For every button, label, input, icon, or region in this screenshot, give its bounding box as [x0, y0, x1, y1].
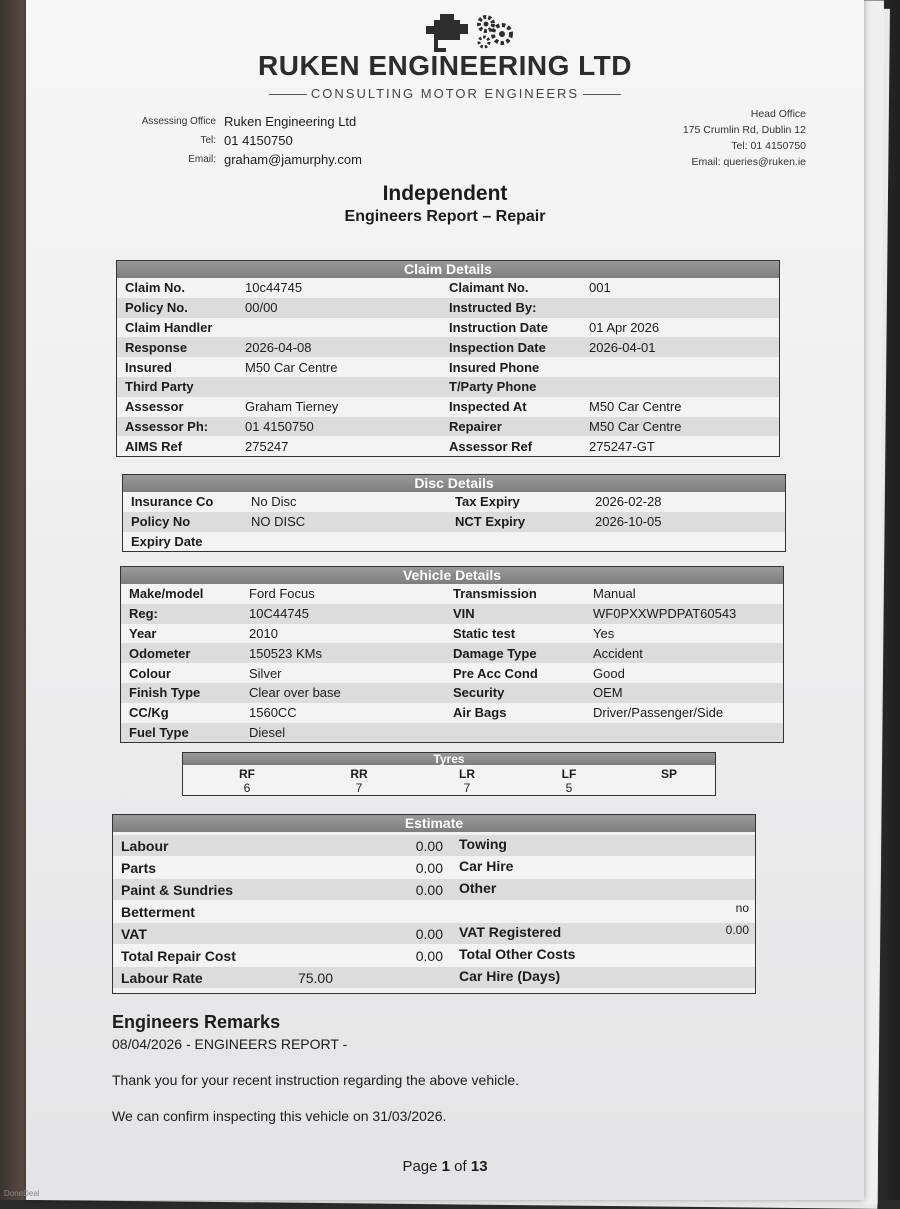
- estimate-row: [113, 967, 755, 988]
- vehicle-value: 150523 KMs: [249, 645, 322, 661]
- vehicle-row: [121, 683, 783, 703]
- claim-details-heading: Claim Details: [117, 261, 779, 278]
- claim-row: [117, 278, 779, 298]
- claim-value: Graham Tierney: [245, 399, 339, 415]
- estimate-row: [113, 923, 755, 944]
- claim-label: Claimant No.: [449, 280, 529, 296]
- vehicle-label: Reg:: [129, 606, 158, 622]
- claim-value: 2026-04-08: [245, 339, 312, 355]
- vehicle-label: Damage Type: [453, 645, 537, 661]
- claim-label: Assessor Ph:: [125, 418, 209, 434]
- claim-value: M50 Car Centre: [245, 359, 338, 375]
- claim-row: [117, 397, 779, 417]
- vehicle-row: [121, 643, 783, 663]
- estimate-label: Towing: [459, 836, 507, 852]
- vehicle-details-box: [120, 566, 784, 743]
- estimate-heading: Estimate: [113, 815, 755, 832]
- vehicle-row: [121, 604, 783, 624]
- claim-label: Instruction Date: [449, 319, 548, 335]
- estimate-row: [113, 901, 755, 922]
- claim-label: Inspection Date: [449, 339, 546, 355]
- estimate-value: 0.00: [415, 948, 443, 964]
- disc-row: [123, 492, 785, 512]
- vehicle-value: 2010: [249, 625, 278, 641]
- disc-value: 2026-10-05: [595, 514, 662, 530]
- estimate-value: 0.00: [415, 882, 443, 898]
- vehicle-label: Transmission: [453, 586, 537, 602]
- claim-label: Inspected At: [449, 399, 527, 415]
- claim-label: Insured Phone: [449, 359, 540, 375]
- claim-label: AIMS Ref: [125, 438, 183, 454]
- claim-label: Instructed By:: [449, 300, 537, 316]
- estimate-row: [113, 945, 755, 966]
- estimate-row: [113, 857, 755, 878]
- disc-label: Policy No: [131, 514, 191, 530]
- vehicle-row: [121, 703, 783, 723]
- vehicle-label: CC/Kg: [129, 705, 169, 721]
- disc-details-box: [122, 474, 786, 552]
- disc-value: No Disc: [251, 494, 297, 510]
- vehicle-label: Make/model: [129, 586, 204, 602]
- estimate-box: [112, 814, 756, 994]
- tyres-heading: Tyres: [183, 753, 715, 765]
- vehicle-label: Fuel Type: [129, 724, 189, 740]
- claim-value: 2026-04-01: [589, 339, 656, 355]
- vehicle-row: [121, 723, 783, 743]
- estimate-label: Total Repair Cost: [121, 948, 236, 964]
- estimate-label: VAT Registered: [459, 924, 562, 940]
- claim-label: Claim No.: [125, 280, 185, 296]
- claim-label: Assessor Ref: [449, 438, 533, 454]
- remarks-line: We can confirm inspecting this vehicle on 31/03/2026.: [112, 1108, 447, 1124]
- vehicle-value: 10C44745: [249, 606, 309, 622]
- company-tagline: CONSULTING MOTOR ENGINEERS: [26, 86, 864, 101]
- vehicle-label: Air Bags: [453, 705, 507, 721]
- claim-label: Assessor: [125, 399, 184, 415]
- report-page: [26, 0, 864, 1200]
- vehicle-value: 1560CC: [249, 705, 297, 721]
- vehicle-value: Clear over base: [249, 685, 341, 701]
- estimate-row: [113, 879, 755, 900]
- claim-row: [117, 298, 779, 318]
- estimate-label: Paint & Sundries: [121, 882, 234, 898]
- claim-label: Response: [125, 339, 188, 355]
- vehicle-label: Finish Type: [129, 685, 201, 701]
- claim-row: [117, 436, 779, 456]
- disc-row: [123, 532, 785, 552]
- vehicle-label: Pre Acc Cond: [453, 665, 538, 681]
- vehicle-value: Diesel: [249, 724, 286, 740]
- claim-label: Claim Handler: [125, 319, 213, 335]
- claim-value: M50 Car Centre: [589, 399, 682, 415]
- claim-value: 01 4150750: [245, 418, 314, 434]
- estimate-label: Labour: [121, 838, 169, 854]
- vehicle-label: Security: [453, 685, 505, 701]
- tyres-box: [182, 752, 716, 796]
- disc-label: Tax Expiry: [455, 494, 520, 510]
- vehicle-value: WF0PXXWPDPAT60543: [593, 606, 737, 622]
- estimate-label: VAT: [121, 926, 147, 942]
- vehicle-value: Accident: [593, 645, 643, 661]
- claim-label: Insured: [125, 359, 172, 375]
- estimate-value: no: [735, 901, 749, 915]
- disc-label: Expiry Date: [131, 533, 203, 549]
- watermark-text: DoneDeal: [4, 1189, 40, 1198]
- tyre-sp: SP: [660, 767, 677, 781]
- claim-row: [117, 377, 779, 397]
- claim-label: Repairer: [449, 418, 502, 434]
- estimate-value: 75.00: [297, 970, 333, 986]
- company-name: RUKEN ENGINEERING LTD: [258, 50, 632, 81]
- claim-row: [117, 417, 779, 437]
- estimate-value: 0.00: [415, 838, 443, 854]
- estimate-label: Labour Rate: [121, 970, 203, 986]
- vehicle-row: [121, 624, 783, 644]
- claim-value: 00/00: [245, 300, 278, 316]
- claim-row: [117, 318, 779, 338]
- claim-value: M50 Car Centre: [589, 418, 682, 434]
- vehicle-details-heading: Vehicle Details: [121, 567, 783, 584]
- disc-label: NCT Expiry: [455, 514, 526, 530]
- vehicle-value: Manual: [593, 586, 636, 602]
- claim-row: [117, 357, 779, 377]
- estimate-row: [113, 835, 755, 856]
- disc-row: [123, 512, 785, 532]
- vehicle-value: Silver: [249, 665, 282, 681]
- estimate-label: Betterment: [121, 904, 195, 920]
- vehicle-label: VIN: [453, 606, 475, 622]
- disc-value: NO DISC: [251, 514, 306, 530]
- remarks-line: 08/04/2026 - ENGINEERS REPORT -: [112, 1036, 348, 1052]
- vehicle-label: Odometer: [129, 645, 191, 661]
- vehicle-label: Colour: [129, 665, 171, 681]
- vehicle-label: Year: [129, 625, 157, 641]
- report-subtitle: Engineers Report – Repair: [344, 208, 546, 225]
- page-number: Page 1 of 13: [402, 1158, 488, 1175]
- estimate-label: Other: [459, 880, 497, 896]
- tyre-lf: LF 5: [561, 767, 577, 795]
- report-title: Independent: [382, 182, 508, 205]
- vehicle-value: OEM: [593, 685, 623, 701]
- claim-value: 01 Apr 2026: [589, 319, 660, 335]
- disc-label: Insurance Co: [131, 494, 214, 510]
- vehicle-value: Yes: [593, 625, 615, 641]
- vehicle-row: [121, 584, 783, 604]
- vehicle-value: Good: [593, 665, 625, 681]
- claim-value: 275247-GT: [589, 438, 655, 454]
- claim-label: T/Party Phone: [449, 379, 537, 395]
- estimate-value: 0.00: [415, 860, 443, 876]
- claim-label: Policy No.: [125, 300, 188, 316]
- claim-details-box: [116, 260, 780, 457]
- estimate-label: Parts: [121, 860, 157, 876]
- claim-label: Third Party: [125, 379, 194, 395]
- disc-value: 2026-02-28: [595, 494, 662, 510]
- estimate-value: 0.00: [415, 926, 443, 942]
- vehicle-label: Static test: [453, 625, 516, 641]
- estimate-label: Total Other Costs: [459, 946, 576, 962]
- engineers-remarks-title: Engineers Remarks: [112, 1012, 281, 1032]
- vehicle-row: [121, 663, 783, 683]
- tyre-rf: RF 6: [239, 767, 255, 795]
- estimate-label: Car Hire (Days): [459, 968, 561, 984]
- vehicle-value: Ford Focus: [249, 586, 315, 602]
- claim-value: 001: [589, 280, 611, 296]
- estimate-value: 0.00: [725, 923, 749, 937]
- estimate-label: Car Hire: [459, 858, 514, 874]
- tyre-lr: LR 7: [459, 767, 475, 795]
- assessing-office-block: Assessing Office Ruken Engineering Ltd Tel: 01 4150750 Email: graham@jamurphy.com: [141, 114, 362, 167]
- head-office-block: Head Office 175 Crumlin Rd, Dublin 12 Tel: 01 4150750 Email: queries@ruken.ie: [682, 108, 806, 168]
- tyre-rr: RR 7: [350, 767, 368, 795]
- claim-value: 275247: [245, 438, 289, 454]
- disc-details-heading: Disc Details: [123, 475, 785, 492]
- remarks-line: Thank you for your recent instruction regarding the above vehicle.: [112, 1072, 520, 1088]
- claim-value: 10c44745: [245, 280, 303, 296]
- claim-row: [117, 337, 779, 357]
- vehicle-value: Driver/Passenger/Side: [593, 705, 724, 721]
